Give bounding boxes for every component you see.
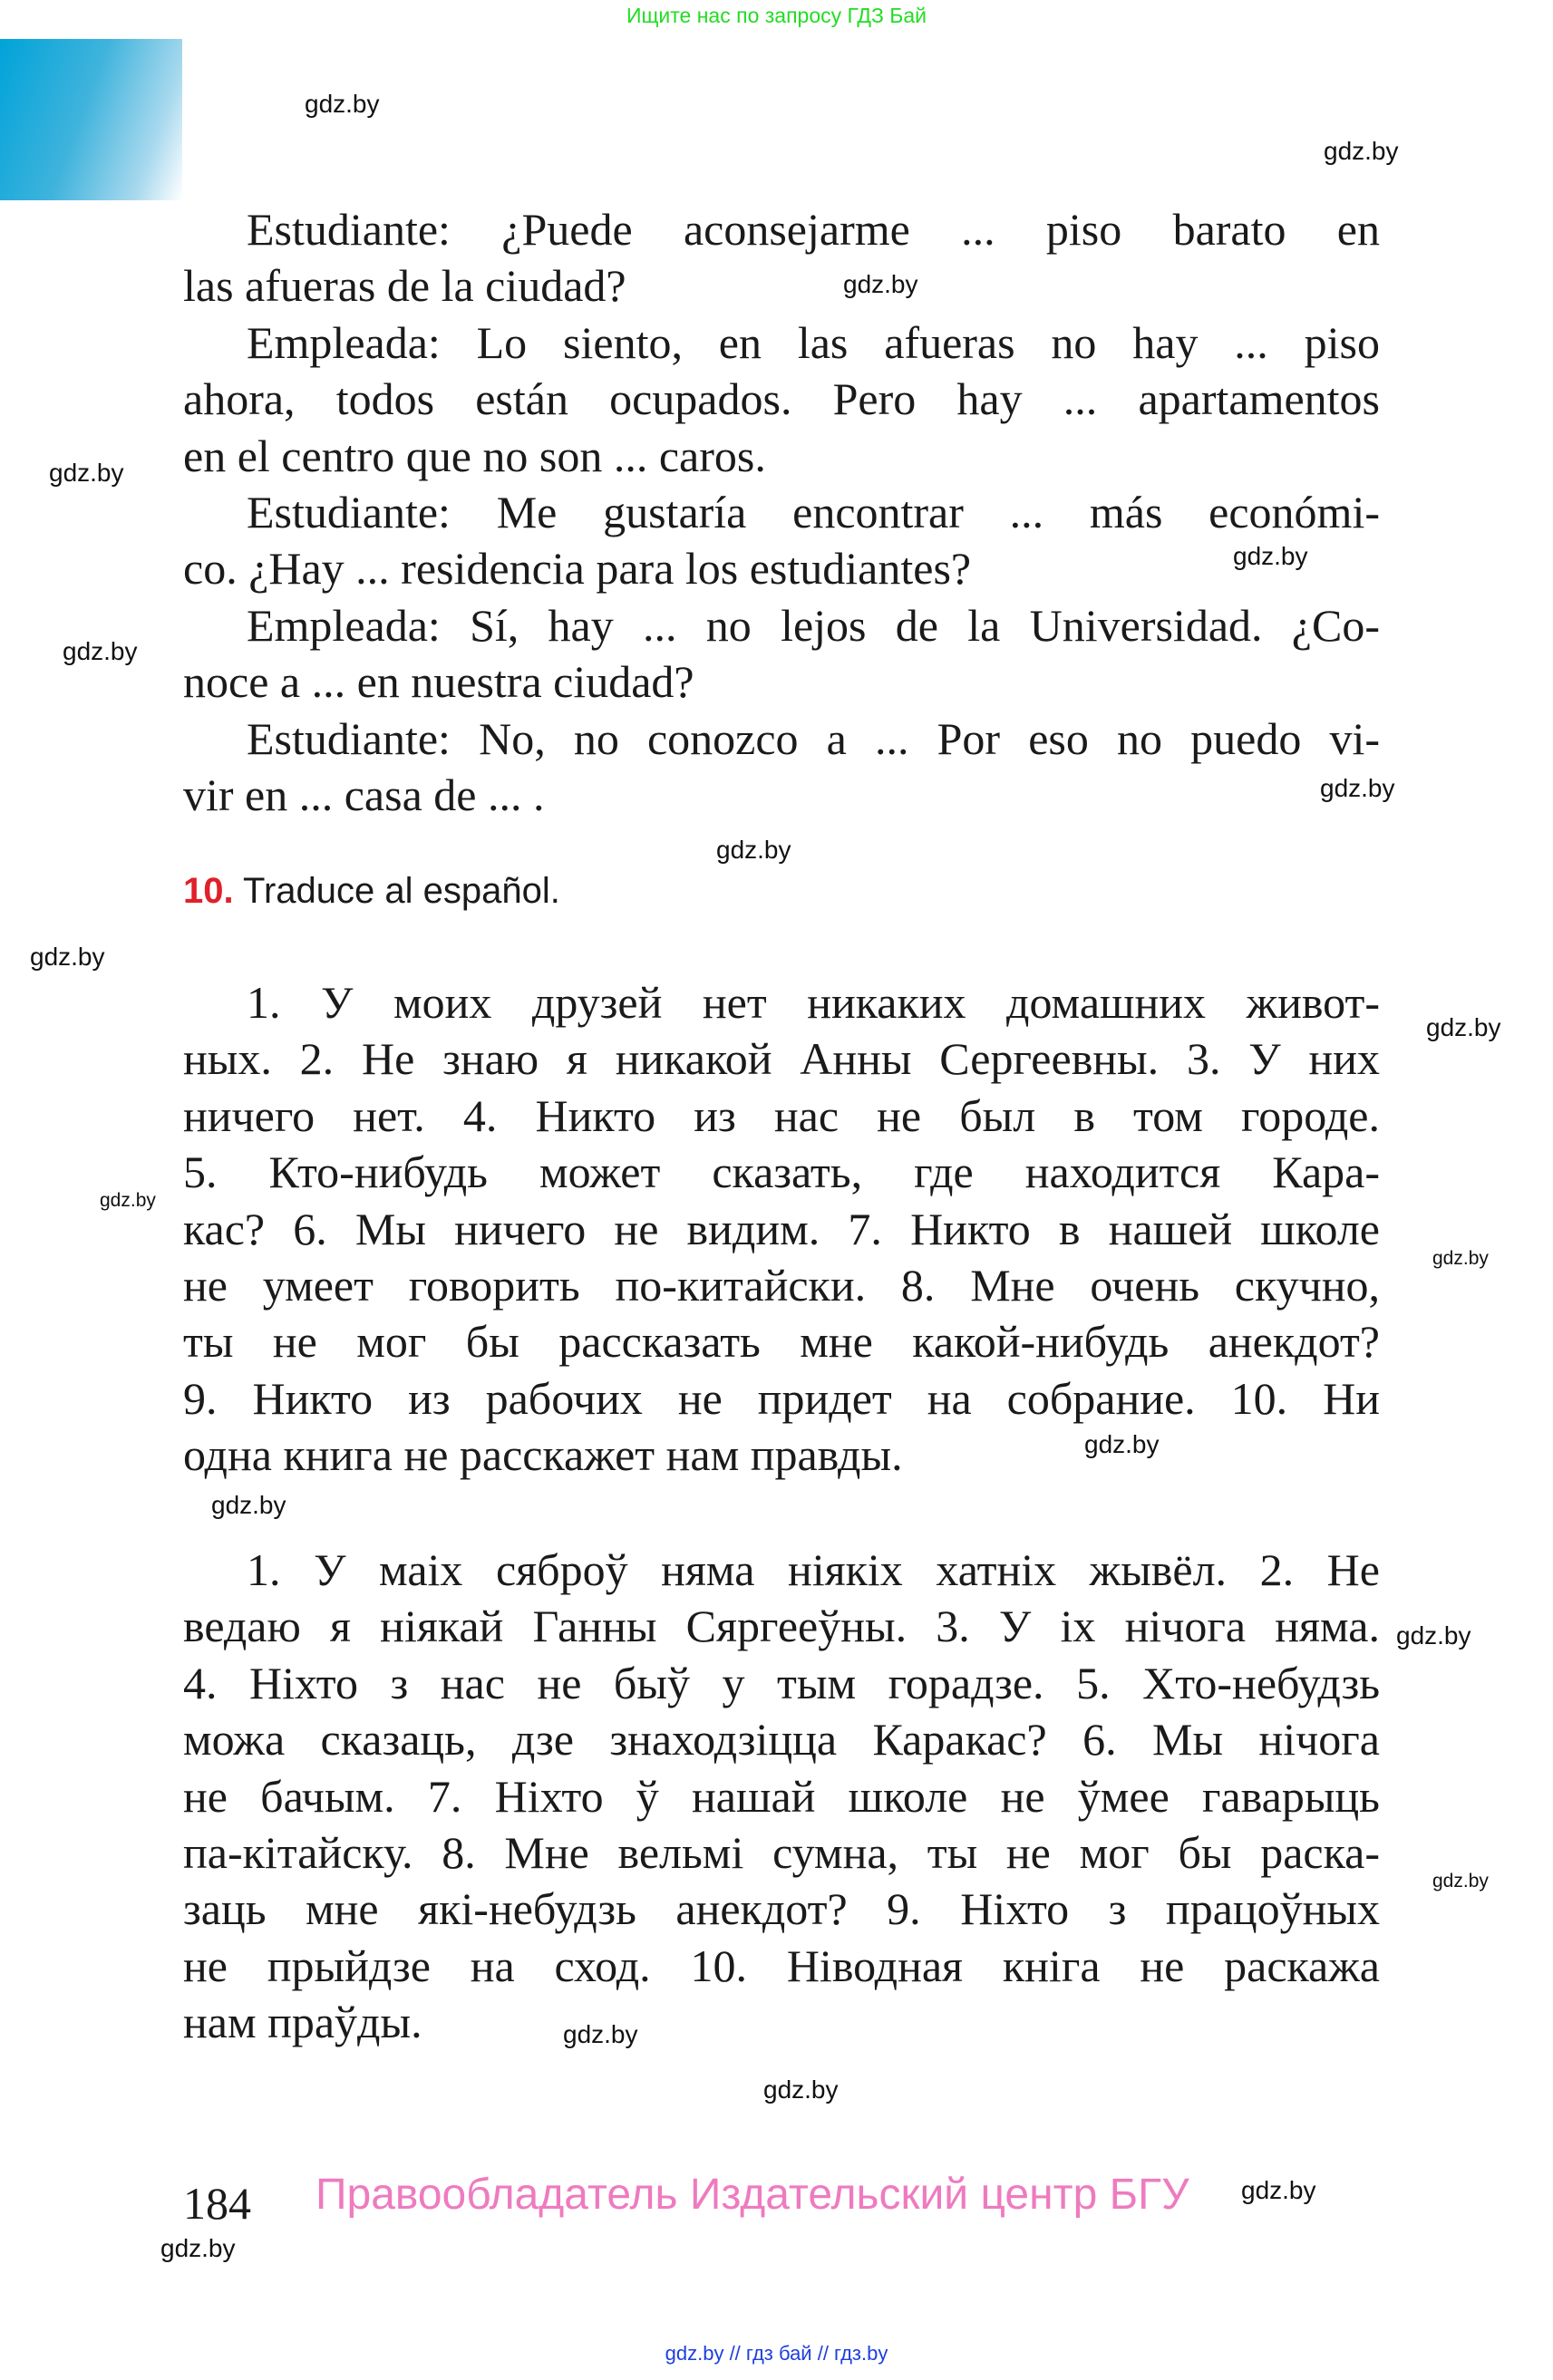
text-line: Estudiante: No, no conozco a ... Por eso no puedo vi-	[247, 712, 1380, 764]
watermark: gdz.by	[1396, 1621, 1471, 1650]
watermark: gdz.by	[305, 90, 380, 118]
text-line: ных. 2. Не знаю я никакой Анны Сергеевны. 3. У них	[183, 1033, 1380, 1085]
text-line: 9. Никто из рабочих не придет на собрание. 10. Ни	[183, 1372, 1380, 1424]
text-line: одна книга не расскажет нам правды.	[183, 1429, 903, 1481]
watermark: gdz.by	[1432, 1871, 1489, 1891]
watermark: gdz.by	[1432, 1248, 1489, 1269]
text-line: ведаю я ніякай Ганны Сяргееўны. 3. У іх нічога няма.	[183, 1601, 1380, 1652]
watermark: gdz.by	[1320, 774, 1395, 802]
exercise-instruction: Traduce al español.	[243, 871, 560, 911]
text-line: кас? 6. Мы ничего не видим. 7. Никто в нашей школе	[183, 1203, 1380, 1254]
watermark: gdz.by	[49, 459, 124, 487]
watermark: gdz.by	[716, 836, 791, 864]
decorative-corner-block	[0, 39, 182, 200]
text-line: не прыйдзе на сход. 10. Ніводная кніга не раскажа	[183, 1940, 1380, 1991]
watermark: gdz.by	[563, 2020, 638, 2048]
text-line: ты не мог бы рассказать мне какой-нибудь анекдот?	[183, 1316, 1380, 1368]
watermark: gdz.by	[30, 943, 105, 971]
text-line: noce a ... en nuestra ciudad?	[183, 656, 694, 708]
text-line: нам праўды.	[183, 1997, 422, 2048]
watermark: gdz.by	[763, 2075, 839, 2104]
exercise-number: 10.	[183, 871, 234, 911]
text-line: 5. Кто-нибудь может сказать, где находится Кара-	[183, 1146, 1380, 1198]
watermark: gdz.by	[1324, 137, 1399, 165]
text-line: не бачым. 7. Ніхто ў нашай школе не ўмее гаварыць	[183, 1770, 1380, 1822]
text-line: не умеет говорить по-китайски. 8. Мне очень скучно,	[183, 1259, 1380, 1311]
text-line: en el centro que no son ... caros.	[183, 430, 766, 481]
text-line: па-кітайску. 8. Мне вельмі сумна, ты не мог бы раска-	[183, 1826, 1380, 1878]
footer-links[interactable]: gdz.by // гдз бай // гдз.by	[665, 2342, 888, 2365]
copyright-notice: Правообладатель Издательский центр БГУ	[315, 2171, 1189, 2219]
text-line: заць мне які-небудзь анекдот? 9. Ніхто з працоўных	[183, 1883, 1380, 1935]
russian-text	[183, 974, 1380, 1484]
watermark: gdz.by	[1233, 542, 1308, 570]
text-line: 4. Ніхто з нас не быў у тым горадзе. 5. Хто-небудзь	[183, 1657, 1380, 1708]
exercise-heading	[183, 870, 560, 912]
page-number: 184	[183, 2178, 251, 2229]
text-line: vir en ... casa de ... .	[183, 769, 545, 820]
text-line: 1. У маіх сяброў няма ніякіх хатніх жывёл. 2. Не	[247, 1544, 1380, 1595]
watermark: gdz.by	[160, 2234, 236, 2262]
watermark: gdz.by	[63, 637, 138, 665]
text-line: ahora, todos están ocupados. Pero hay ... apartamentos	[183, 373, 1380, 425]
watermark: gdz.by	[1426, 1013, 1501, 1041]
text-line: 1. У моих друзей нет никаких домашних живот-	[247, 977, 1380, 1028]
spanish-dialogue	[183, 201, 1380, 823]
text-line: Empleada: Sí, hay ... no lejos de la Universidad. ¿Co-	[247, 599, 1380, 651]
text-line: co. ¿Hay ... residencia para los estudiantes?	[183, 543, 972, 595]
text-line: las afueras de la ciudad?	[183, 260, 626, 312]
watermark: gdz.by	[100, 1190, 156, 1211]
watermark: gdz.by	[1241, 2176, 1316, 2204]
belarusian-text	[183, 1542, 1380, 2051]
text-line: Empleada: Lo siento, en las afueras no hay ... piso	[247, 316, 1380, 368]
watermark: gdz.by	[843, 270, 918, 298]
watermark: gdz.by	[1084, 1430, 1160, 1458]
search-banner[interactable]: Ищите нас по запросу ГДЗ Бай	[626, 4, 927, 27]
text-line: Estudiante: Me gustaría encontrar ... más económi-	[247, 486, 1380, 537]
text-line: Estudiante: ¿Puede aconsejarme ... piso barato en	[247, 204, 1380, 255]
text-line: ничего нет. 4. Никто из нас не был в том городе.	[183, 1089, 1380, 1141]
text-line: можа сказаць, дзе знаходзіцца Каракас? 6. Мы нічога	[183, 1714, 1380, 1766]
watermark: gdz.by	[211, 1491, 286, 1519]
